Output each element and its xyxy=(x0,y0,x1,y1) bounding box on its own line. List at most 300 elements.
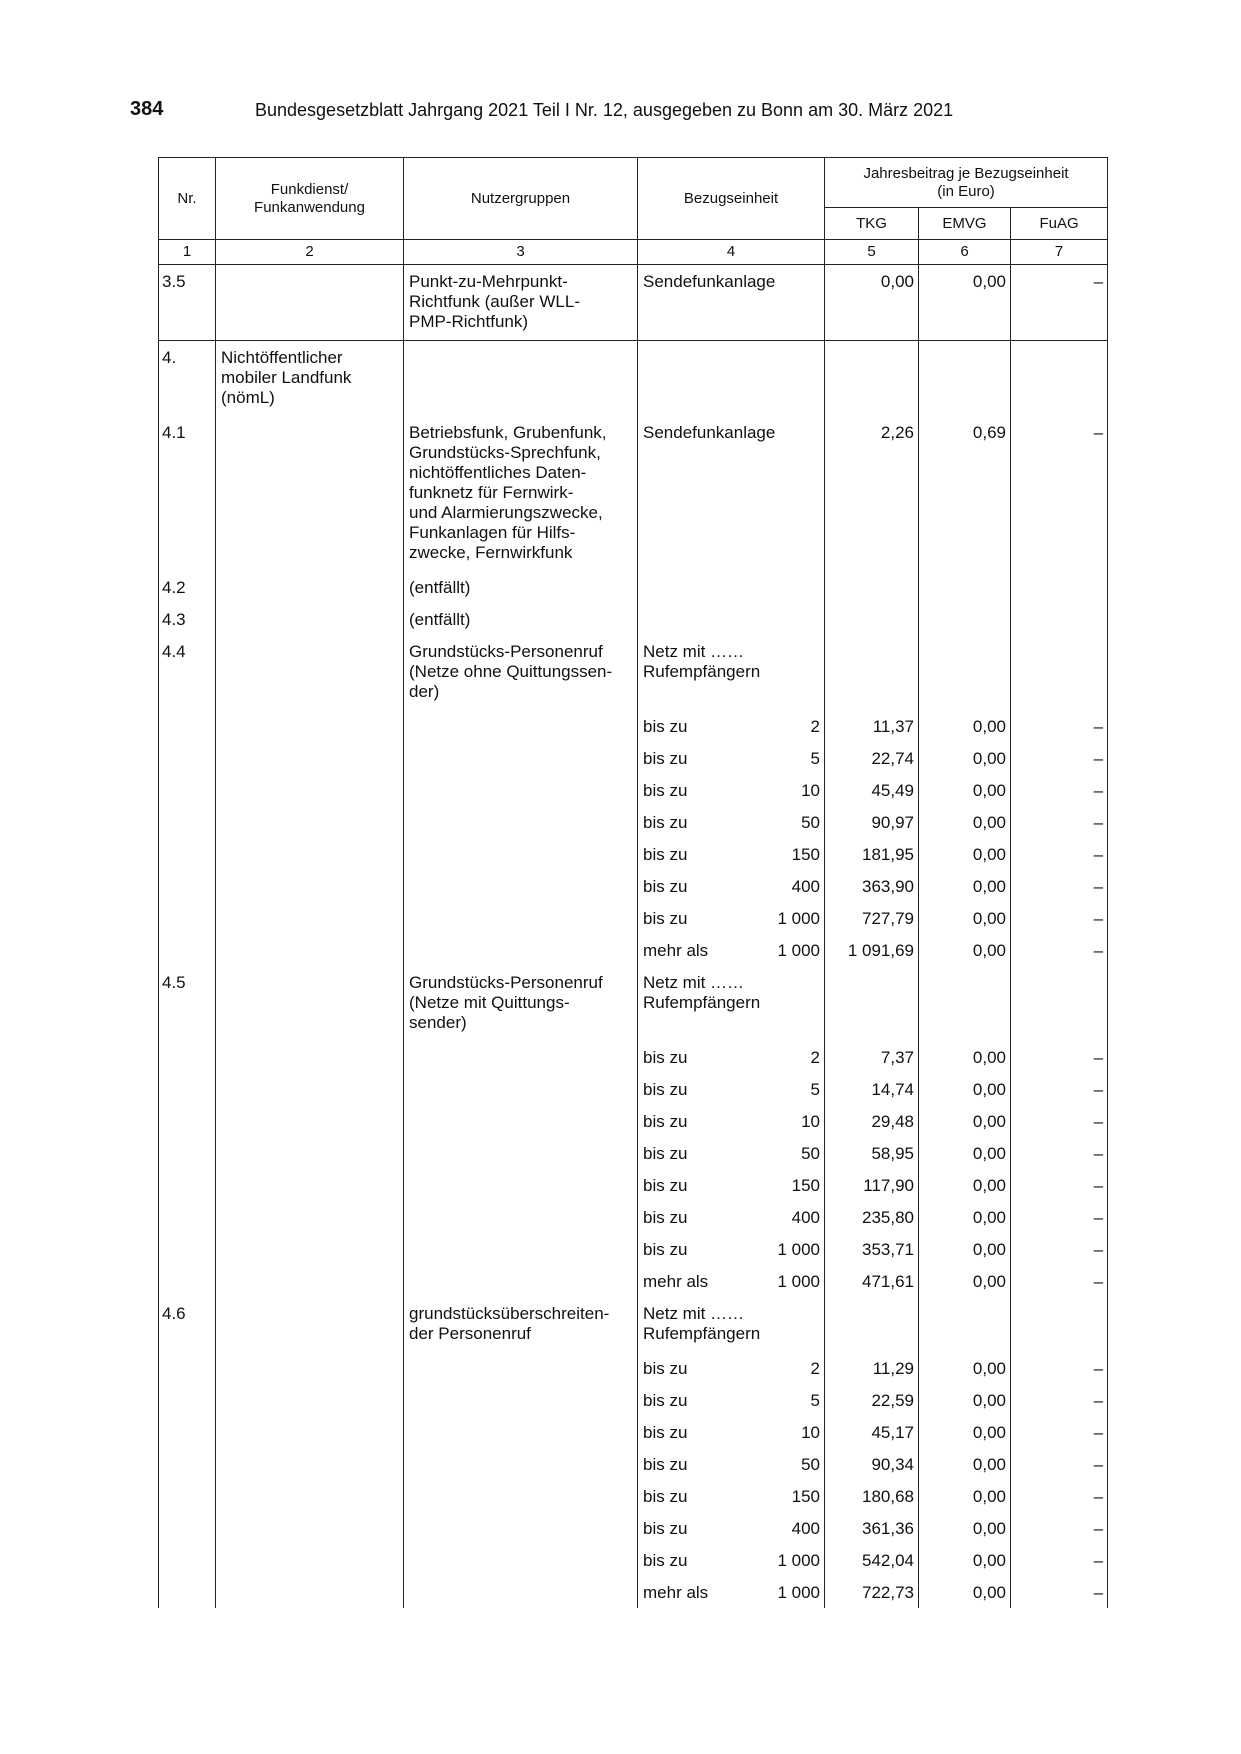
table-row xyxy=(159,902,1108,934)
cell-bezugseinheit: Netz mit …… Rufempfängern xyxy=(638,1297,774,1352)
cell-nutzergruppen xyxy=(404,870,638,902)
cell-fuag: – xyxy=(1011,1448,1108,1480)
cell-bezugseinheit: bis zu xyxy=(638,1233,774,1265)
cell-tkg xyxy=(825,1297,919,1352)
cell-emvg: 0,00 xyxy=(919,1137,1011,1169)
cell-bezugseinheit-anzahl: 5 xyxy=(774,742,825,774)
cell-bezugseinheit: bis zu xyxy=(638,1352,774,1384)
cell-nutzergruppen: Grundstücks-Personenruf (Netze mit Quittungs- sender) xyxy=(404,966,638,1041)
cell-nr xyxy=(159,1201,216,1233)
cell-nr xyxy=(159,838,216,870)
cell-bezugseinheit: bis zu xyxy=(638,806,774,838)
cell-bezugseinheit-anzahl: 400 xyxy=(774,1512,825,1544)
cell-fuag: – xyxy=(1011,1073,1108,1105)
cell-bezugseinheit-anzahl: 2 xyxy=(774,710,825,742)
cell-nutzergruppen xyxy=(404,1105,638,1137)
cell-funkdienst xyxy=(216,806,404,838)
cell-tkg: 722,73 xyxy=(825,1576,919,1608)
cell-bezugseinheit-anzahl: 1 000 xyxy=(774,1576,825,1608)
cell-tkg: 0,00 xyxy=(825,265,919,341)
cell-emvg: 0,00 xyxy=(919,934,1011,966)
table-row xyxy=(159,416,1108,571)
cell-tkg: 90,34 xyxy=(825,1448,919,1480)
fee-table xyxy=(158,157,1108,1608)
cell-funkdienst xyxy=(216,1544,404,1576)
cell-nutzergruppen xyxy=(404,1544,638,1576)
cell-bezugseinheit: bis zu xyxy=(638,1169,774,1201)
cell-fuag xyxy=(1011,966,1108,1041)
cell-fuag: – xyxy=(1011,870,1108,902)
cell-bezugseinheit: bis zu xyxy=(638,1137,774,1169)
cell-bezugseinheit-anzahl xyxy=(774,603,825,635)
cell-nutzergruppen: grundstücksüberschreiten- der Personenruf xyxy=(404,1297,638,1352)
cell-emvg: 0,00 xyxy=(919,1416,1011,1448)
cell-fuag xyxy=(1011,341,1108,417)
cell-funkdienst xyxy=(216,742,404,774)
cell-funkdienst xyxy=(216,1137,404,1169)
cell-nutzergruppen xyxy=(404,806,638,838)
cell-emvg: 0,00 xyxy=(919,1544,1011,1576)
cell-emvg: 0,00 xyxy=(919,838,1011,870)
cell-bezugseinheit xyxy=(638,603,774,635)
cell-emvg: 0,00 xyxy=(919,1352,1011,1384)
cell-nr: 4.2 xyxy=(159,571,216,603)
cell-bezugseinheit-anzahl xyxy=(774,635,825,710)
header-fuag: FuAG xyxy=(1011,208,1108,240)
cell-funkdienst xyxy=(216,571,404,603)
cell-emvg: 0,00 xyxy=(919,1233,1011,1265)
cell-bezugseinheit-anzahl: 400 xyxy=(774,1201,825,1233)
cell-nutzergruppen xyxy=(404,1201,638,1233)
cell-emvg: 0,00 xyxy=(919,1448,1011,1480)
cell-tkg: 363,90 xyxy=(825,870,919,902)
cell-bezugseinheit: bis zu xyxy=(638,1201,774,1233)
cell-nutzergruppen xyxy=(404,1265,638,1297)
cell-nr: 4.3 xyxy=(159,603,216,635)
cell-funkdienst xyxy=(216,635,404,710)
cell-nutzergruppen: Grundstücks-Personenruf (Netze ohne Quittungssen- der) xyxy=(404,635,638,710)
cell-emvg: 0,00 xyxy=(919,902,1011,934)
cell-funkdienst xyxy=(216,1416,404,1448)
cell-fuag xyxy=(1011,635,1108,710)
cell-bezugseinheit-anzahl xyxy=(774,966,825,1041)
cell-fuag xyxy=(1011,603,1108,635)
cell-nr xyxy=(159,1448,216,1480)
cell-funkdienst xyxy=(216,902,404,934)
cell-fuag: – xyxy=(1011,1480,1108,1512)
cell-funkdienst xyxy=(216,838,404,870)
cell-funkdienst xyxy=(216,1512,404,1544)
column-number: 2 xyxy=(216,240,404,265)
table-row xyxy=(159,934,1108,966)
cell-tkg: 45,17 xyxy=(825,1416,919,1448)
cell-bezugseinheit-anzahl: 150 xyxy=(774,838,825,870)
cell-fuag: – xyxy=(1011,902,1108,934)
cell-fuag: – xyxy=(1011,1041,1108,1073)
cell-bezugseinheit: bis zu xyxy=(638,710,774,742)
cell-funkdienst xyxy=(216,265,404,341)
cell-nutzergruppen xyxy=(404,710,638,742)
table-row xyxy=(159,774,1108,806)
cell-funkdienst xyxy=(216,1352,404,1384)
cell-nutzergruppen xyxy=(404,742,638,774)
cell-nutzergruppen xyxy=(404,1480,638,1512)
cell-nr xyxy=(159,1352,216,1384)
cell-bezugseinheit-anzahl: 1 000 xyxy=(774,1544,825,1576)
table-row xyxy=(159,1137,1108,1169)
cell-funkdienst xyxy=(216,603,404,635)
cell-funkdienst xyxy=(216,1201,404,1233)
cell-nr xyxy=(159,1169,216,1201)
cell-bezugseinheit-anzahl: 400 xyxy=(774,870,825,902)
cell-bezugseinheit xyxy=(638,571,774,603)
cell-tkg xyxy=(825,635,919,710)
cell-nr xyxy=(159,1105,216,1137)
cell-funkdienst xyxy=(216,870,404,902)
cell-emvg xyxy=(919,603,1011,635)
cell-funkdienst xyxy=(216,1576,404,1608)
cell-nutzergruppen xyxy=(404,1512,638,1544)
cell-bezugseinheit: Netz mit …… Rufempfängern xyxy=(638,635,774,710)
cell-nr: 4.4 xyxy=(159,635,216,710)
cell-bezugseinheit: bis zu xyxy=(638,774,774,806)
cell-bezugseinheit: bis zu xyxy=(638,1041,774,1073)
cell-fuag: – xyxy=(1011,1169,1108,1201)
cell-nr: 3.5 xyxy=(159,265,216,341)
cell-funkdienst xyxy=(216,934,404,966)
cell-emvg xyxy=(919,571,1011,603)
table-row xyxy=(159,341,1108,417)
cell-emvg: 0,69 xyxy=(919,416,1011,571)
cell-emvg: 0,00 xyxy=(919,1480,1011,1512)
cell-tkg: 353,71 xyxy=(825,1233,919,1265)
cell-bezugseinheit-anzahl: 10 xyxy=(774,1416,825,1448)
cell-tkg: 1 091,69 xyxy=(825,934,919,966)
cell-emvg: 0,00 xyxy=(919,1384,1011,1416)
cell-tkg: 7,37 xyxy=(825,1041,919,1073)
cell-fuag: – xyxy=(1011,1233,1108,1265)
cell-emvg: 0,00 xyxy=(919,742,1011,774)
cell-nutzergruppen xyxy=(404,341,638,417)
cell-bezugseinheit: bis zu xyxy=(638,1448,774,1480)
column-number: 6 xyxy=(919,240,1011,265)
cell-nutzergruppen xyxy=(404,934,638,966)
table-row xyxy=(159,1544,1108,1576)
cell-nutzergruppen: (entfällt) xyxy=(404,603,638,635)
cell-tkg: 29,48 xyxy=(825,1105,919,1137)
cell-emvg: 0,00 xyxy=(919,265,1011,341)
cell-emvg: 0,00 xyxy=(919,1041,1011,1073)
cell-nr xyxy=(159,1512,216,1544)
cell-funkdienst xyxy=(216,1297,404,1352)
table-row xyxy=(159,1384,1108,1416)
cell-bezugseinheit-anzahl: 1 000 xyxy=(774,934,825,966)
cell-bezugseinheit-anzahl: 5 xyxy=(774,1384,825,1416)
cell-tkg: 22,59 xyxy=(825,1384,919,1416)
cell-bezugseinheit-anzahl: 2 xyxy=(774,1041,825,1073)
cell-nr xyxy=(159,806,216,838)
table-row xyxy=(159,1041,1108,1073)
cell-tkg: 14,74 xyxy=(825,1073,919,1105)
header-bezugseinheit: Bezugseinheit xyxy=(638,158,825,240)
cell-nutzergruppen xyxy=(404,1384,638,1416)
cell-funkdienst xyxy=(216,710,404,742)
cell-funkdienst xyxy=(216,1105,404,1137)
cell-fuag: – xyxy=(1011,1544,1108,1576)
column-number: 5 xyxy=(825,240,919,265)
cell-bezugseinheit-anzahl: 150 xyxy=(774,1169,825,1201)
cell-nutzergruppen xyxy=(404,1448,638,1480)
column-number: 3 xyxy=(404,240,638,265)
cell-bezugseinheit: bis zu xyxy=(638,1073,774,1105)
table-row xyxy=(159,806,1108,838)
cell-tkg: 471,61 xyxy=(825,1265,919,1297)
cell-fuag: – xyxy=(1011,774,1108,806)
cell-fuag: – xyxy=(1011,710,1108,742)
cell-fuag: – xyxy=(1011,1352,1108,1384)
cell-emvg xyxy=(919,1297,1011,1352)
cell-nr xyxy=(159,710,216,742)
cell-emvg: 0,00 xyxy=(919,774,1011,806)
table-row xyxy=(159,870,1108,902)
cell-emvg xyxy=(919,341,1011,417)
cell-nr: 4.6 xyxy=(159,1297,216,1352)
cell-bezugseinheit: mehr als xyxy=(638,1265,774,1297)
cell-nr xyxy=(159,1544,216,1576)
cell-tkg: 117,90 xyxy=(825,1169,919,1201)
table-row xyxy=(159,1512,1108,1544)
cell-bezugseinheit: mehr als xyxy=(638,934,774,966)
cell-fuag: – xyxy=(1011,838,1108,870)
cell-nr xyxy=(159,1576,216,1608)
table-row xyxy=(159,1169,1108,1201)
header-nutzergruppen: Nutzergruppen xyxy=(404,158,638,240)
cell-bezugseinheit-anzahl: 50 xyxy=(774,806,825,838)
cell-nr xyxy=(159,1073,216,1105)
cell-emvg: 0,00 xyxy=(919,1512,1011,1544)
cell-funkdienst xyxy=(216,1384,404,1416)
cell-nutzergruppen xyxy=(404,1233,638,1265)
cell-bezugseinheit-anzahl: 1 000 xyxy=(774,902,825,934)
cell-nutzergruppen xyxy=(404,1416,638,1448)
cell-nr xyxy=(159,934,216,966)
cell-funkdienst xyxy=(216,1480,404,1512)
table-row xyxy=(159,571,1108,603)
column-number-row xyxy=(159,240,1108,265)
cell-bezugseinheit-anzahl xyxy=(774,1297,825,1352)
cell-fuag xyxy=(1011,1297,1108,1352)
cell-bezugseinheit-anzahl xyxy=(774,571,825,603)
cell-bezugseinheit: bis zu xyxy=(638,902,774,934)
cell-nutzergruppen xyxy=(404,1073,638,1105)
cell-bezugseinheit: bis zu xyxy=(638,1384,774,1416)
cell-bezugseinheit-anzahl: 10 xyxy=(774,1105,825,1137)
cell-nr xyxy=(159,1137,216,1169)
cell-emvg: 0,00 xyxy=(919,806,1011,838)
table-row xyxy=(159,1297,1108,1352)
cell-tkg: 58,95 xyxy=(825,1137,919,1169)
cell-nutzergruppen xyxy=(404,1352,638,1384)
cell-nr xyxy=(159,902,216,934)
cell-funkdienst xyxy=(216,1041,404,1073)
cell-bezugseinheit: Netz mit …… Rufempfängern xyxy=(638,966,774,1041)
cell-tkg xyxy=(825,341,919,417)
cell-bezugseinheit-anzahl: 1 000 xyxy=(774,1265,825,1297)
cell-bezugseinheit: Sendefunkanlage xyxy=(638,416,774,571)
cell-fuag: – xyxy=(1011,934,1108,966)
header-nr: Nr. xyxy=(159,158,216,240)
cell-nr xyxy=(159,1041,216,1073)
cell-nutzergruppen: Punkt-zu-Mehrpunkt- Richtfunk (außer WLL- PMP-Richtfunk) xyxy=(404,265,638,341)
cell-fuag: – xyxy=(1011,265,1108,341)
cell-nutzergruppen: (entfällt) xyxy=(404,571,638,603)
cell-tkg xyxy=(825,571,919,603)
cell-emvg: 0,00 xyxy=(919,1073,1011,1105)
column-number: 4 xyxy=(638,240,825,265)
table-row xyxy=(159,1105,1108,1137)
cell-fuag xyxy=(1011,571,1108,603)
cell-nr xyxy=(159,1265,216,1297)
table-row xyxy=(159,710,1108,742)
table-row xyxy=(159,635,1108,710)
cell-emvg: 0,00 xyxy=(919,870,1011,902)
cell-nr xyxy=(159,870,216,902)
header-jahresbeitrag: Jahresbeitrag je Bezugseinheit (in Euro) xyxy=(825,158,1108,208)
cell-tkg: 727,79 xyxy=(825,902,919,934)
column-number: 1 xyxy=(159,240,216,265)
table-row xyxy=(159,1576,1108,1608)
cell-emvg: 0,00 xyxy=(919,1201,1011,1233)
cell-bezugseinheit-anzahl xyxy=(774,265,825,341)
table-row xyxy=(159,265,1108,341)
table-row xyxy=(159,1201,1108,1233)
cell-nutzergruppen xyxy=(404,838,638,870)
cell-bezugseinheit: bis zu xyxy=(638,1480,774,1512)
cell-bezugseinheit: mehr als xyxy=(638,1576,774,1608)
cell-tkg: 45,49 xyxy=(825,774,919,806)
table-row xyxy=(159,1352,1108,1384)
table-row xyxy=(159,1480,1108,1512)
cell-nr xyxy=(159,1233,216,1265)
cell-bezugseinheit: Sendefunkanlage xyxy=(638,265,774,341)
cell-nr: 4.5 xyxy=(159,966,216,1041)
table-row xyxy=(159,603,1108,635)
cell-tkg: 542,04 xyxy=(825,1544,919,1576)
cell-funkdienst xyxy=(216,416,404,571)
cell-emvg: 0,00 xyxy=(919,710,1011,742)
cell-funkdienst xyxy=(216,1233,404,1265)
cell-tkg: 181,95 xyxy=(825,838,919,870)
cell-nr xyxy=(159,742,216,774)
cell-bezugseinheit-anzahl xyxy=(774,416,825,571)
cell-emvg xyxy=(919,635,1011,710)
cell-bezugseinheit: bis zu xyxy=(638,742,774,774)
cell-emvg: 0,00 xyxy=(919,1265,1011,1297)
cell-bezugseinheit: bis zu xyxy=(638,1512,774,1544)
cell-nutzergruppen xyxy=(404,902,638,934)
cell-fuag: – xyxy=(1011,416,1108,571)
table-row xyxy=(159,1233,1108,1265)
cell-bezugseinheit-anzahl xyxy=(774,341,825,417)
column-number: 7 xyxy=(1011,240,1108,265)
cell-funkdienst: Nichtöffentlicher mobiler Landfunk (nömL) xyxy=(216,341,404,417)
cell-fuag: – xyxy=(1011,1384,1108,1416)
page-number: 384 xyxy=(130,98,164,120)
cell-tkg: 11,29 xyxy=(825,1352,919,1384)
table-row xyxy=(159,1073,1108,1105)
cell-fuag: – xyxy=(1011,742,1108,774)
table-row xyxy=(159,1265,1108,1297)
cell-bezugseinheit-anzahl: 150 xyxy=(774,1480,825,1512)
table-row xyxy=(159,742,1108,774)
table-row xyxy=(159,1416,1108,1448)
cell-nutzergruppen xyxy=(404,1576,638,1608)
cell-nr xyxy=(159,1384,216,1416)
cell-fuag: – xyxy=(1011,806,1108,838)
cell-nutzergruppen xyxy=(404,1137,638,1169)
cell-bezugseinheit-anzahl: 50 xyxy=(774,1137,825,1169)
running-head: Bundesgesetzblatt Jahrgang 2021 Teil I Nr. 12, ausgegeben zu Bonn am 30. März 2021 xyxy=(255,100,954,120)
cell-fuag: – xyxy=(1011,1416,1108,1448)
cell-fuag: – xyxy=(1011,1512,1108,1544)
cell-bezugseinheit: bis zu xyxy=(638,1544,774,1576)
cell-nr: 4. xyxy=(159,341,216,417)
cell-fuag: – xyxy=(1011,1137,1108,1169)
cell-bezugseinheit xyxy=(638,341,774,417)
cell-tkg: 180,68 xyxy=(825,1480,919,1512)
header-emvg: EMVG xyxy=(919,208,1011,240)
cell-tkg: 2,26 xyxy=(825,416,919,571)
cell-fuag: – xyxy=(1011,1105,1108,1137)
header-tkg: TKG xyxy=(825,208,919,240)
cell-bezugseinheit: bis zu xyxy=(638,1105,774,1137)
cell-bezugseinheit: bis zu xyxy=(638,1416,774,1448)
cell-nr xyxy=(159,1480,216,1512)
cell-fuag: – xyxy=(1011,1265,1108,1297)
table-row xyxy=(159,966,1108,1041)
cell-emvg: 0,00 xyxy=(919,1105,1011,1137)
cell-emvg xyxy=(919,966,1011,1041)
cell-nutzergruppen xyxy=(404,1169,638,1201)
table-body xyxy=(159,265,1108,1609)
header-funkdienst: Funkdienst/ Funkanwendung xyxy=(216,158,404,240)
cell-funkdienst xyxy=(216,1169,404,1201)
cell-bezugseinheit-anzahl: 2 xyxy=(774,1352,825,1384)
cell-fuag: – xyxy=(1011,1576,1108,1608)
cell-funkdienst xyxy=(216,1073,404,1105)
cell-bezugseinheit-anzahl: 50 xyxy=(774,1448,825,1480)
cell-nr xyxy=(159,1416,216,1448)
cell-bezugseinheit-anzahl: 1 000 xyxy=(774,1233,825,1265)
cell-fuag: – xyxy=(1011,1201,1108,1233)
cell-bezugseinheit: bis zu xyxy=(638,870,774,902)
cell-nutzergruppen: Betriebsfunk, Grubenfunk, Grundstücks-Sprechfunk, nichtöffentliches Daten- funknetz für Fernwirk- und Alarmierungszwecke, Funkanlagen für Hilfs- zwecke, Fernwirkfunk xyxy=(404,416,638,571)
cell-funkdienst xyxy=(216,1448,404,1480)
cell-bezugseinheit-anzahl: 5 xyxy=(774,1073,825,1105)
cell-tkg xyxy=(825,966,919,1041)
cell-emvg: 0,00 xyxy=(919,1169,1011,1201)
table-row xyxy=(159,1448,1108,1480)
cell-nutzergruppen xyxy=(404,1041,638,1073)
cell-tkg xyxy=(825,603,919,635)
cell-nutzergruppen xyxy=(404,774,638,806)
cell-tkg: 11,37 xyxy=(825,710,919,742)
cell-tkg: 361,36 xyxy=(825,1512,919,1544)
cell-nr xyxy=(159,774,216,806)
cell-funkdienst xyxy=(216,774,404,806)
cell-bezugseinheit-anzahl: 10 xyxy=(774,774,825,806)
cell-tkg: 22,74 xyxy=(825,742,919,774)
